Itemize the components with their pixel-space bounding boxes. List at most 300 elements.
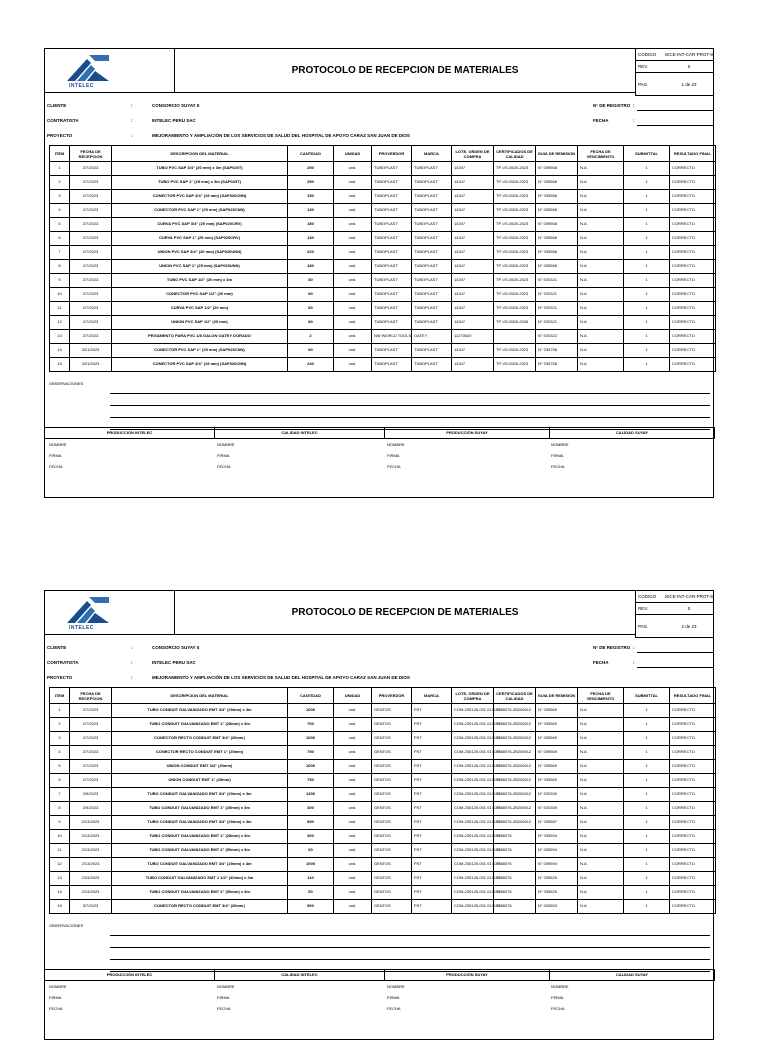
cell-marca: TUBOPLAST bbox=[412, 302, 452, 316]
cell-resultado: CORRECTO bbox=[670, 900, 716, 914]
cell-submittal: 1 bbox=[624, 232, 670, 246]
signature-field-label: FECHA bbox=[387, 464, 401, 469]
cell-fecha: 3/7/2023 bbox=[70, 900, 112, 914]
colon: : bbox=[131, 103, 133, 108]
signature-field-label: FECHA bbox=[551, 1006, 565, 1011]
cell-cantidad: 130 bbox=[288, 232, 334, 246]
cell-unidad: und. bbox=[334, 718, 372, 732]
signature-field-label: NOMBRE bbox=[49, 442, 67, 447]
cell-proveedor: TUBOPLAST bbox=[372, 176, 412, 190]
column-header-certificado: CERTIFICADOS DE CALIDAD bbox=[494, 146, 536, 162]
cell-item: 3 bbox=[50, 732, 70, 746]
cell-proveedor: TUBOPLAST bbox=[372, 302, 412, 316]
contratista-value: INTELEC PERU SAC bbox=[152, 118, 196, 123]
cell-lote: 14347 bbox=[452, 288, 494, 302]
cell-lote: COM-230125-001 014179 bbox=[452, 788, 494, 802]
cell-descripcion: CONECTOR PVC SAP 1" (25 mm) (SAP025CNN) bbox=[112, 344, 288, 358]
document-meta bbox=[635, 591, 714, 638]
cell-guia: N° 039569 bbox=[536, 732, 578, 746]
cell-submittal: 1 bbox=[624, 246, 670, 260]
column-header-lote: LOTE, ORDEN DE COMPRA bbox=[452, 688, 494, 704]
cell-proveedor: TUBOPLAST bbox=[372, 190, 412, 204]
intelec-logo-icon bbox=[65, 595, 111, 625]
codigo-value: IECE-INT-CAR-PROT-8 bbox=[665, 594, 713, 599]
cell-lote: COM-230125-001 014179 bbox=[452, 704, 494, 718]
cell-vencimiento: N.A bbox=[578, 176, 624, 190]
cell-submittal: 1 bbox=[624, 274, 670, 288]
cell-vencimiento: N.A bbox=[578, 162, 624, 176]
cell-lote: 14347 bbox=[452, 204, 494, 218]
cell-submittal: 1 bbox=[624, 816, 670, 830]
cell-proveedor: GENTOS bbox=[372, 830, 412, 844]
cell-lote: 14347 bbox=[452, 302, 494, 316]
cell-certificado: 0358076 bbox=[494, 830, 536, 844]
cell-unidad: und. bbox=[334, 302, 372, 316]
cell-proveedor: TUBOPLAST bbox=[372, 358, 412, 372]
cell-descripcion: CONECTOR RECTO CONDUIT EMT 3/4" (20mm) bbox=[112, 732, 288, 746]
cell-descripcion: CURVA PVC SAP 1/2" (20 mm) bbox=[112, 302, 288, 316]
cell-fecha: 2/7/2023 bbox=[70, 732, 112, 746]
table-row bbox=[50, 816, 716, 830]
cell-vencimiento: N.A bbox=[578, 830, 624, 844]
signature-header: CALIDAD SUYAY bbox=[550, 970, 715, 980]
obs-line bbox=[110, 417, 710, 418]
signature-header: PRODUCCIÓN SUYAY bbox=[385, 428, 550, 438]
table-row bbox=[50, 732, 716, 746]
column-header-item: ITEM bbox=[50, 146, 70, 162]
table-body bbox=[50, 162, 716, 372]
cell-item: 15 bbox=[50, 900, 70, 914]
cell-lote: 14347 bbox=[452, 176, 494, 190]
cell-cantidad: 80 bbox=[288, 274, 334, 288]
cell-unidad: und. bbox=[334, 204, 372, 218]
cell-guia: N° 020359 bbox=[536, 802, 578, 816]
table-row bbox=[50, 718, 716, 732]
cell-marca: PST bbox=[412, 816, 452, 830]
table-row bbox=[50, 218, 716, 232]
cell-vencimiento: N.A bbox=[578, 732, 624, 746]
cell-cantidad: 250 bbox=[288, 176, 334, 190]
cell-item: 5 bbox=[50, 760, 70, 774]
cell-guia: N° 039569 bbox=[536, 746, 578, 760]
cell-marca: PST bbox=[412, 704, 452, 718]
cell-certificado: 0358076-2B200612 bbox=[494, 732, 536, 746]
cell-item: 11 bbox=[50, 844, 70, 858]
cell-item: 15 bbox=[50, 358, 70, 372]
cell-resultado: CORRECTO bbox=[670, 718, 716, 732]
column-header-cantidad: CANTIDAD bbox=[288, 688, 334, 704]
cell-cantidad: 700 bbox=[288, 718, 334, 732]
cell-descripcion: CONECTOR RECTO CONDUIT EMT 1" (25mm) bbox=[112, 746, 288, 760]
cell-cantidad: 250 bbox=[288, 162, 334, 176]
cell-certificado: 0358076-2B200612 bbox=[494, 816, 536, 830]
cell-marca: PST bbox=[412, 732, 452, 746]
cell-cantidad: 50 bbox=[288, 886, 334, 900]
cell-proveedor: GENTOS bbox=[372, 746, 412, 760]
signature-block bbox=[45, 427, 715, 469]
cell-resultado: CORRECTO bbox=[670, 760, 716, 774]
cell-guia: N° 020321 bbox=[536, 302, 578, 316]
cell-fecha: 3/21/2023 bbox=[70, 358, 112, 372]
signature-block bbox=[45, 969, 715, 1011]
column-header-resultado: RESULTADO FINAL bbox=[670, 146, 716, 162]
cliente-value: CONSORCIO SUYAY II bbox=[152, 103, 200, 108]
cell-lote: COM-230125-001 014179 bbox=[452, 816, 494, 830]
cell-certificado: TP-VS-0526-2023 bbox=[494, 218, 536, 232]
cell-resultado: CORRECTO bbox=[670, 802, 716, 816]
cell-submittal: 1 bbox=[624, 802, 670, 816]
cell-proveedor: GENTOS bbox=[372, 858, 412, 872]
cell-proveedor: GENTOS bbox=[372, 774, 412, 788]
cell-fecha: 2/7/2023 bbox=[70, 218, 112, 232]
cell-marca: TUBOPLAST bbox=[412, 162, 452, 176]
cell-vencimiento: N.A bbox=[578, 872, 624, 886]
cell-cantidad: 180 bbox=[288, 218, 334, 232]
cell-cantidad: 110 bbox=[288, 872, 334, 886]
table-row bbox=[50, 830, 716, 844]
cell-certificado: 0358076-2B200612 bbox=[494, 746, 536, 760]
cell-item: 12 bbox=[50, 316, 70, 330]
fecha-label: FECHA bbox=[593, 660, 609, 665]
cell-submittal: 1 bbox=[624, 830, 670, 844]
cell-unidad: und. bbox=[334, 704, 372, 718]
cell-vencimiento: N.A bbox=[578, 232, 624, 246]
obs-line bbox=[110, 947, 710, 948]
cell-certificado: TP-VS-0526-2023 bbox=[494, 176, 536, 190]
cell-unidad: und. bbox=[334, 788, 372, 802]
cell-lote: 14347 bbox=[452, 358, 494, 372]
cell-marca: TUBOPLAST bbox=[412, 218, 452, 232]
cell-proveedor: TUBOPLAST bbox=[372, 246, 412, 260]
cell-unidad: und. bbox=[334, 288, 372, 302]
colon: : bbox=[131, 133, 133, 138]
cell-certificado: TP-VS-0526-2026 bbox=[494, 316, 536, 330]
cell-lote: COM-230125-001 014179 bbox=[452, 858, 494, 872]
cell-resultado: CORRECTO bbox=[670, 704, 716, 718]
signature-field-label: FIRMA bbox=[217, 453, 230, 458]
table-row bbox=[50, 802, 716, 816]
cell-lote: COM-230125-001 014179 bbox=[452, 872, 494, 886]
cell-marca: TUBOPLAST bbox=[412, 288, 452, 302]
observaciones-label: OBSERVACIONES bbox=[49, 381, 84, 386]
cell-guia: N° 039758 bbox=[536, 344, 578, 358]
cell-item: 8 bbox=[50, 260, 70, 274]
pag-label: PAG. bbox=[638, 81, 649, 87]
cell-certificado: 0358076 bbox=[494, 900, 536, 914]
table-row bbox=[50, 886, 716, 900]
cell-resultado: CORRECTO bbox=[670, 316, 716, 330]
cell-descripcion: TUBO CONDUIT GALVANIZADO EMT 1" (25mm) x 3m bbox=[112, 718, 288, 732]
cell-lote: 14347 bbox=[452, 344, 494, 358]
cell-lote: 14347 bbox=[452, 274, 494, 288]
signature-field-label: FIRMA bbox=[387, 995, 400, 1000]
cell-vencimiento: N.A bbox=[578, 718, 624, 732]
contratista-label: CONTRATISTA bbox=[47, 118, 79, 123]
cell-certificado: TP-VS-0526-2023 bbox=[494, 260, 536, 274]
cell-item: 1 bbox=[50, 162, 70, 176]
signature-field-label: FECHA bbox=[49, 1006, 63, 1011]
cell-unidad: und. bbox=[334, 246, 372, 260]
cell-guia: N° 039568 bbox=[536, 176, 578, 190]
cell-descripcion: UNION CONDUIT EMT 3/4" (20mm) bbox=[112, 760, 288, 774]
signature-field-label: NOMBRE bbox=[551, 984, 569, 989]
signature-field-label: NOMBRE bbox=[387, 984, 405, 989]
cell-submittal: 1 bbox=[624, 176, 670, 190]
cell-guia: N° 039568 bbox=[536, 218, 578, 232]
cell-proveedor: GENTOS bbox=[372, 760, 412, 774]
cell-guia: N° 020359 bbox=[536, 788, 578, 802]
observaciones-label: OBSERVACIONES bbox=[49, 923, 84, 928]
cell-unidad: und. bbox=[334, 316, 372, 330]
cell-fecha: 2/24/2023 bbox=[70, 886, 112, 900]
column-header-lote: LOTE, ORDEN DE COMPRA bbox=[452, 146, 494, 162]
table-row bbox=[50, 190, 716, 204]
colon: : bbox=[633, 103, 635, 108]
signature-field-label: FIRMA bbox=[387, 453, 400, 458]
cell-certificado: 0358076-2B200612 bbox=[494, 802, 536, 816]
cell-resultado: CORRECTO bbox=[670, 246, 716, 260]
obs-line bbox=[110, 393, 710, 394]
cell-fecha: 2/24/2023 bbox=[70, 872, 112, 886]
signature-field-label: FIRMA bbox=[49, 453, 62, 458]
cell-item: 13 bbox=[50, 330, 70, 344]
cell-unidad: und. bbox=[334, 830, 372, 844]
cell-vencimiento: N.A bbox=[578, 746, 624, 760]
table-row bbox=[50, 358, 716, 372]
cell-cantidad: 240 bbox=[288, 358, 334, 372]
table-row bbox=[50, 302, 716, 316]
cell-guia: N° 039758 bbox=[536, 358, 578, 372]
cell-item: 1 bbox=[50, 704, 70, 718]
cell-descripcion: TUBO CONDUIT GALVANIZADO EMT 1" (25mm) x 3m bbox=[112, 830, 288, 844]
cell-unidad: und. bbox=[334, 330, 372, 344]
cell-descripcion: CURVA PVC SAP 1" (25 mm) (SAP025CRV) bbox=[112, 232, 288, 246]
codigo-label: CODIGO bbox=[638, 52, 657, 57]
signature-field-label: FECHA bbox=[551, 464, 565, 469]
signature-field-label: FIRMA bbox=[551, 995, 564, 1000]
signature-fields bbox=[387, 981, 405, 1014]
cell-resultado: CORRECTO bbox=[670, 732, 716, 746]
cell-unidad: und. bbox=[334, 760, 372, 774]
cell-submittal: 1 bbox=[624, 162, 670, 176]
cell-proveedor: GENTOS bbox=[372, 872, 412, 886]
protocol-sheet-1 bbox=[44, 48, 714, 498]
cell-cantidad: 150 bbox=[288, 190, 334, 204]
cell-marca: PST bbox=[412, 802, 452, 816]
cell-resultado: CORRECTO bbox=[670, 274, 716, 288]
cell-cantidad: 2 bbox=[288, 330, 334, 344]
cell-certificado: TP-VS-0526-2023 bbox=[494, 232, 536, 246]
cell-fecha: 2/7/2023 bbox=[70, 760, 112, 774]
cell-item: 14 bbox=[50, 344, 70, 358]
proyecto-label: PROYECTO bbox=[47, 133, 73, 138]
signature-field-label: NOMBRE bbox=[387, 442, 405, 447]
signature-header: CALIDAD SUYAY bbox=[550, 428, 715, 438]
obs-line bbox=[110, 935, 710, 936]
cell-cantidad: 60 bbox=[288, 844, 334, 858]
column-header-descripcion: DESCRIPCION DEL MATERIAL bbox=[112, 146, 288, 162]
cell-descripcion: CONECTOR PVC SAP 3/4" (19 mm) (SAP020CNN) bbox=[112, 190, 288, 204]
cell-lote: 14347 bbox=[452, 260, 494, 274]
cell-guia: N° 039568 bbox=[536, 232, 578, 246]
signature-field-label: FECHA bbox=[387, 1006, 401, 1011]
column-header-cantidad: CANTIDAD bbox=[288, 146, 334, 162]
cell-guia: N° 020321 bbox=[536, 316, 578, 330]
cell-fecha: 2/13/2023 bbox=[70, 858, 112, 872]
cell-marca: TUBOPLAST bbox=[412, 190, 452, 204]
cell-unidad: und. bbox=[334, 802, 372, 816]
table-row bbox=[50, 760, 716, 774]
column-header-descripcion: DESCRIPCION DEL MATERIAL bbox=[112, 688, 288, 704]
cell-submittal: 1 bbox=[624, 760, 670, 774]
table-row bbox=[50, 204, 716, 218]
cell-guia: N° 020321 bbox=[536, 274, 578, 288]
signature-fields bbox=[387, 439, 405, 472]
obs-line bbox=[110, 959, 710, 960]
cell-certificado: 0358076 bbox=[494, 844, 536, 858]
cell-vencimiento: N.A bbox=[578, 358, 624, 372]
cell-resultado: CORRECTO bbox=[670, 288, 716, 302]
table-row bbox=[50, 274, 716, 288]
cell-cantidad: 750 bbox=[288, 746, 334, 760]
column-header-submittal: SUBMITTAL bbox=[624, 146, 670, 162]
signature-header: CALIDAD INTELEC bbox=[215, 428, 385, 438]
cell-certificado: TP-VS-0526-2023 bbox=[494, 204, 536, 218]
column-header-certificado: CERTIFICADOS DE CALIDAD bbox=[494, 688, 536, 704]
cell-proveedor: TUBOPLAST bbox=[372, 344, 412, 358]
column-header-proveedor: PROVEEDOR bbox=[372, 688, 412, 704]
table-row bbox=[50, 176, 716, 190]
cell-vencimiento: N.A bbox=[578, 858, 624, 872]
cell-certificado: 0358076-2B200612 bbox=[494, 704, 536, 718]
table-row bbox=[50, 746, 716, 760]
table-row bbox=[50, 330, 716, 344]
cell-submittal: 1 bbox=[624, 218, 670, 232]
rev-label: REV. bbox=[638, 606, 649, 611]
cell-resultado: CORRECTO bbox=[670, 260, 716, 274]
cell-submittal: 1 bbox=[624, 704, 670, 718]
cell-lote: 14347 bbox=[452, 232, 494, 246]
cell-descripcion: TUBO CONDUIT GALVANIZADO EMT 2" (50mm) x 3m bbox=[112, 886, 288, 900]
column-header-resultado: RESULTADO FINAL bbox=[670, 688, 716, 704]
cell-unidad: und. bbox=[334, 190, 372, 204]
protocol-sheet-2 bbox=[44, 590, 714, 1040]
cell-fecha: 2/13/2023 bbox=[70, 816, 112, 830]
registro-label: N° DE REGISTRO bbox=[593, 103, 631, 108]
cell-fecha: 2/7/2023 bbox=[70, 704, 112, 718]
cell-resultado: CORRECTO bbox=[670, 162, 716, 176]
cell-resultado: CORRECTO bbox=[670, 788, 716, 802]
cell-fecha: 2/9/2023 bbox=[70, 788, 112, 802]
pag-value: 1 de 23 bbox=[681, 81, 697, 87]
cell-cantidad: 80 bbox=[288, 344, 334, 358]
cell-unidad: und. bbox=[334, 900, 372, 914]
cell-cantidad: 300 bbox=[288, 830, 334, 844]
cell-lote: COM-230125-001 014179 bbox=[452, 718, 494, 732]
table-row bbox=[50, 316, 716, 330]
cell-descripcion: TUBO PVC SAP 3/4" (20 mm) x 3m (SAP020T) bbox=[112, 162, 288, 176]
fecha-label: FECHA bbox=[593, 118, 609, 123]
cell-marca: TUBOPLAST bbox=[412, 260, 452, 274]
table-row bbox=[50, 246, 716, 260]
cell-unidad: und. bbox=[334, 816, 372, 830]
cell-descripcion: TUBO CONDUIT GALVANIZADO EMT 2" (50mm) x 3m bbox=[112, 844, 288, 858]
cell-unidad: und. bbox=[334, 844, 372, 858]
cell-resultado: CORRECTO bbox=[670, 774, 716, 788]
cell-unidad: und. bbox=[334, 260, 372, 274]
cell-submittal: 1 bbox=[624, 844, 670, 858]
cell-lote: 14347 bbox=[452, 190, 494, 204]
cell-resultado: CORRECTO bbox=[670, 358, 716, 372]
cell-marca: TUBOPLAST bbox=[412, 246, 452, 260]
cell-descripcion: UNION CONDUIT EMT 1" (25mm) bbox=[112, 774, 288, 788]
cell-marca: PST bbox=[412, 774, 452, 788]
cell-guia: N° 039625 bbox=[536, 872, 578, 886]
cell-cantidad: 500 bbox=[288, 900, 334, 914]
cell-guia: N° 039594 bbox=[536, 830, 578, 844]
cell-submittal: 1 bbox=[624, 718, 670, 732]
cell-guia: N° 039625 bbox=[536, 886, 578, 900]
cell-guia: N° 039587 bbox=[536, 816, 578, 830]
cell-item: 5 bbox=[50, 218, 70, 232]
signature-field-label: NOMBRE bbox=[49, 984, 67, 989]
cell-certificado: 0358076 bbox=[494, 872, 536, 886]
cell-submittal: 1 bbox=[624, 358, 670, 372]
cell-certificado: 0358076-2B200612 bbox=[494, 774, 536, 788]
cell-fecha: 2/7/2023 bbox=[70, 190, 112, 204]
signature-field-label: FIRMA bbox=[49, 995, 62, 1000]
cell-resultado: CORRECTO bbox=[670, 176, 716, 190]
cell-lote: 14347 bbox=[452, 316, 494, 330]
table-row bbox=[50, 872, 716, 886]
column-header-guia: GUIA DE REMISION bbox=[536, 688, 578, 704]
cell-cantidad: 750 bbox=[288, 774, 334, 788]
cell-guia: N° 039568 bbox=[536, 246, 578, 260]
cell-lote: COM-230125-001 014179 bbox=[452, 844, 494, 858]
column-header-marca: MARCA bbox=[412, 688, 452, 704]
signature-field-label: FECHA bbox=[217, 464, 231, 469]
cell-lote: 14347 bbox=[452, 218, 494, 232]
cell-submittal: 1 bbox=[624, 886, 670, 900]
cell-vencimiento: N.A bbox=[578, 288, 624, 302]
cell-fecha: 2/13/2023 bbox=[70, 844, 112, 858]
cell-resultado: CORRECTO bbox=[670, 816, 716, 830]
cell-fecha: 2/7/2023 bbox=[70, 274, 112, 288]
cell-descripcion: TUBO CONDUIT GALVANIZADO EMT 3/4" (20mm) x 3m bbox=[112, 788, 288, 802]
cell-submittal: 1 bbox=[624, 204, 670, 218]
cell-guia: N° 039594 bbox=[536, 858, 578, 872]
cell-marca: PST bbox=[412, 788, 452, 802]
cell-certificado: TP-VS-0526-2023 bbox=[494, 302, 536, 316]
cell-proveedor: GENTOS bbox=[372, 900, 412, 914]
cell-item: 13 bbox=[50, 872, 70, 886]
cell-guia: N° 039568 bbox=[536, 204, 578, 218]
signature-headers bbox=[45, 427, 715, 439]
intelec-logo-icon bbox=[65, 53, 111, 83]
column-header-proveedor: PROVEEDOR bbox=[372, 146, 412, 162]
cell-vencimiento: N.A bbox=[578, 246, 624, 260]
cell-marca: PST bbox=[412, 844, 452, 858]
cell-cantidad: 80 bbox=[288, 288, 334, 302]
company-logo bbox=[45, 591, 175, 635]
document-meta bbox=[635, 49, 714, 96]
signature-header: PRODUCCIÓN INTELEC bbox=[45, 970, 215, 980]
cell-marca: PST bbox=[412, 718, 452, 732]
cell-item: 6 bbox=[50, 774, 70, 788]
cell-lote: COM-230125-001 014179 bbox=[452, 760, 494, 774]
cell-unidad: und. bbox=[334, 358, 372, 372]
cell-item: 8 bbox=[50, 802, 70, 816]
